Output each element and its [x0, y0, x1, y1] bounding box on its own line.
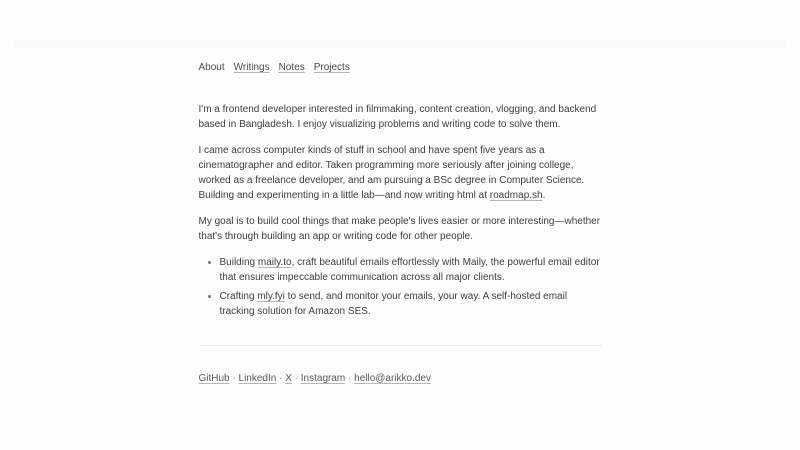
project-list-item-2: • Crafting mly.fyi to send, and monitor your emails, your way. A self-hosted email tracking solution for Amazon SES.	[220, 289, 602, 319]
footer-separator: ·	[345, 373, 355, 384]
footer-link-instagram[interactable]: Instagram	[300, 373, 346, 384]
bio-paragraph-3: My goal is to build cool things that make people's lives easier or more interesting—whether that's through building an app or writing code for other people.	[198, 216, 601, 242]
inline-link-roadmap-sh[interactable]: roadmap.sh	[489, 190, 543, 201]
nav-item-writings[interactable]: Writings	[233, 62, 270, 73]
footer-link-linkedin[interactable]: LinkedIn	[238, 373, 277, 384]
projects-list	[199, 255, 602, 319]
bio-paragraph-1: I'm a frontend developer interested in filmmaking, content creation, vlogging, and backend based in Bangladesh. I enjoy visualizing problems and writing code to solve them.	[198, 104, 597, 130]
main-nav	[199, 60, 602, 75]
footer-separator: ·	[276, 373, 286, 384]
bio-section	[199, 102, 602, 244]
nav-item-projects[interactable]: Projects	[313, 62, 350, 73]
nav-item-about[interactable]: About	[198, 62, 225, 73]
project-list-item-1: • Building maily.to, craft beautiful emails effortlessly with Maily, the powerful email editor that ensures impeccable communication across all major clients.	[220, 255, 602, 285]
bio-paragraph-2: I came across computer kinds of stuff in school and have spent five years as a cinematographer and editor. Taken programming more seriously after joining college, worked as a freelance developer, and am pursuing a BSc degree in Computer Science. Building and experimenting in a little lab—and now writing html at roadmap.sh.	[198, 145, 585, 201]
footer-divider	[199, 345, 602, 346]
inline-link-maily-to[interactable]: maily.to	[257, 257, 292, 268]
inline-link-mly-fyi[interactable]: mly.fyi	[257, 291, 285, 302]
footer-separator: ·	[291, 373, 301, 384]
footer-links	[199, 371, 602, 386]
footer-link-hello-arikko-dev[interactable]: hello@arikko.dev	[354, 373, 431, 384]
nav-item-notes[interactable]: Notes	[278, 62, 305, 73]
footer-separator: ·	[229, 373, 239, 384]
content-column	[199, 0, 602, 386]
footer-link-x[interactable]: X	[285, 373, 292, 384]
footer-link-github[interactable]: GitHub	[198, 373, 230, 384]
